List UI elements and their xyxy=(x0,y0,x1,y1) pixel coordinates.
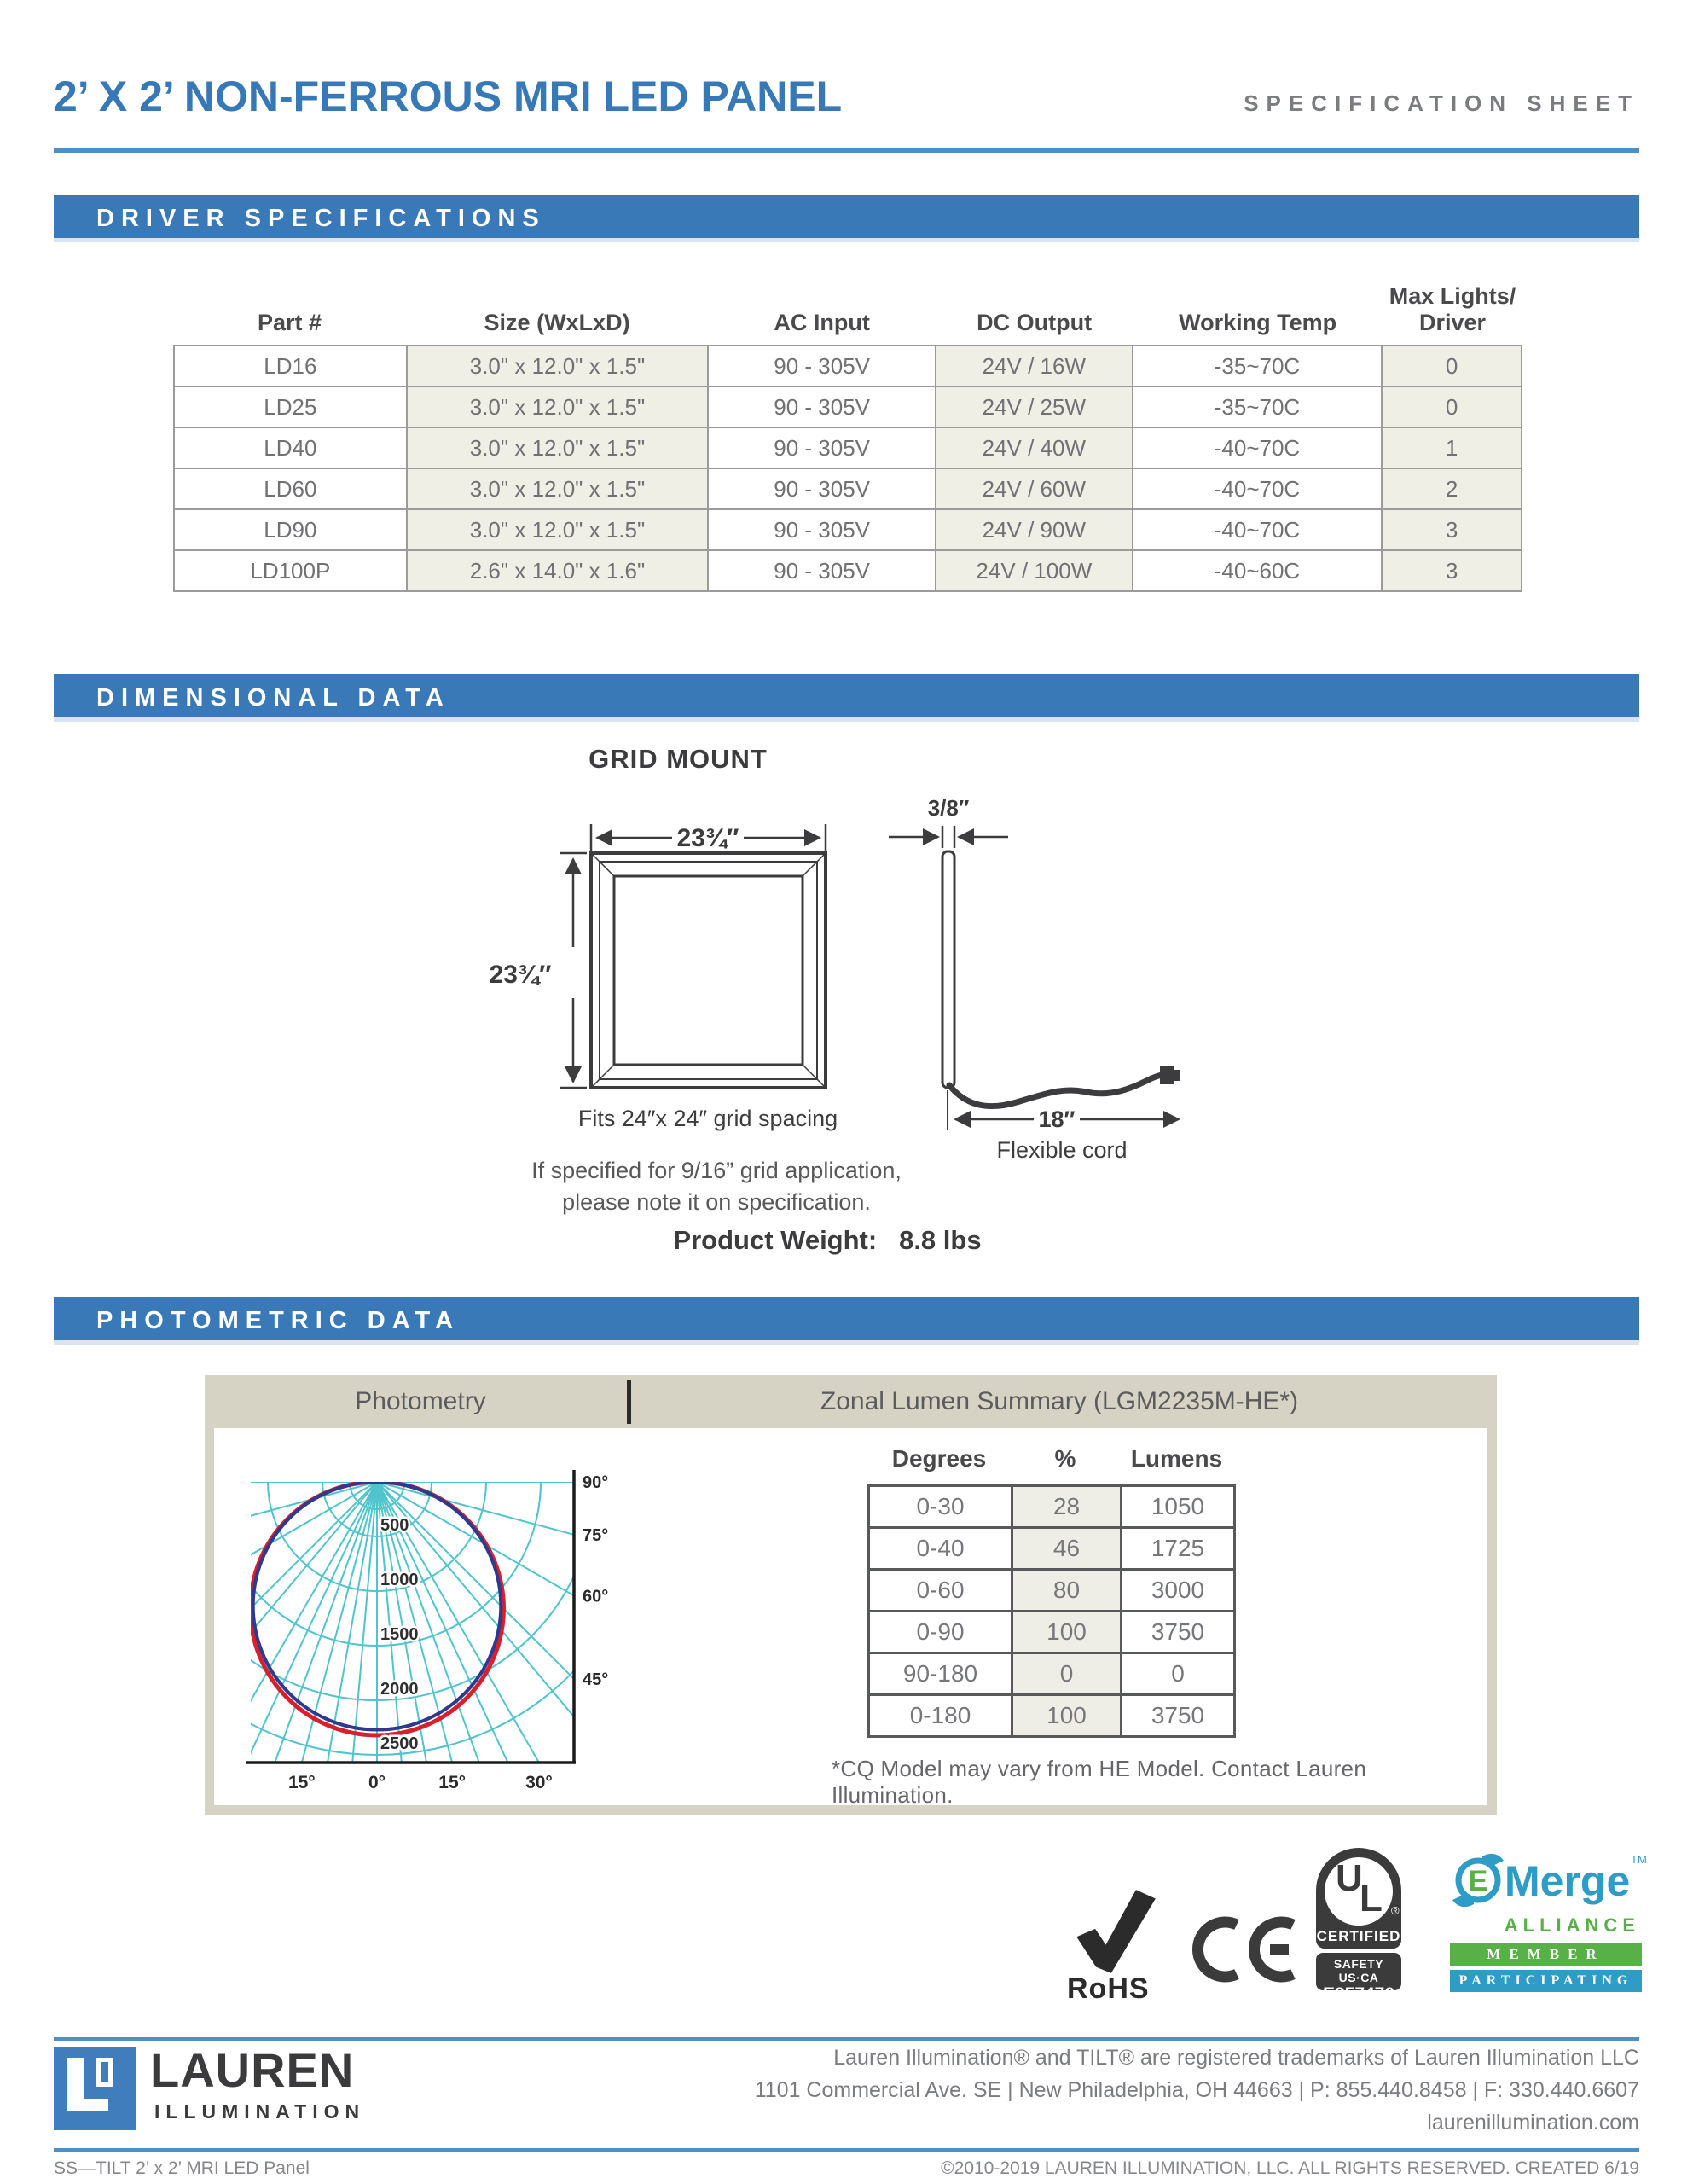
driver-table-cell: 0 xyxy=(1382,386,1522,427)
driver-table-cell: 24V / 60W xyxy=(936,468,1133,509)
flexible-cord-caption: Flexible cord xyxy=(996,1137,1128,1160)
driver-table-cell: 24V / 40W xyxy=(936,427,1133,468)
emerge-letter-e: E xyxy=(1468,1865,1488,1897)
driver-table-cell: -40~70C xyxy=(1133,468,1383,509)
candela-tick-label: 1500 xyxy=(380,1625,419,1644)
section-banner-dimensional-data: DIMENSIONAL DATA xyxy=(54,674,1639,722)
ul-certified-badge xyxy=(1316,1848,1401,2004)
footer-top-rule xyxy=(54,2037,1639,2041)
page-title: 2’ X 2’ NON-FERROUS MRI LED PANEL xyxy=(54,73,843,120)
zonal-table-cell: 46 xyxy=(1012,1528,1122,1570)
document-code: SS—TILT 2’ x 2’ MRI LED Panel xyxy=(54,2158,310,2178)
driver-table-cell: 90 - 305V xyxy=(708,550,936,591)
driver-table-cell: 90 - 305V xyxy=(708,509,936,550)
trademark-mark: TM xyxy=(1631,1853,1647,1866)
angle-axis-label: 15° xyxy=(287,1773,316,1792)
rohs-checkmark-icon xyxy=(1071,1887,1160,1976)
rohs-label: RoHS xyxy=(1067,1972,1150,2005)
driver-column-header: Part # xyxy=(258,310,322,335)
angle-axis-label: 15° xyxy=(438,1773,467,1792)
driver-table-cell: 3.0" x 12.0" x 1.5" xyxy=(407,509,709,550)
website-link[interactable]: laurenillumination.com xyxy=(1427,2111,1639,2135)
section-banner-photometric-data: PHOTOMETRIC DATA xyxy=(54,1297,1639,1345)
driver-table-cell: LD16 xyxy=(174,346,407,386)
note-line-1: If specified for 9/16” grid application, xyxy=(531,1158,902,1183)
driver-table-row xyxy=(174,427,1522,468)
driver-specifications-table xyxy=(173,345,1522,592)
driver-table-row xyxy=(174,346,1522,386)
zonal-table-cell: 1050 xyxy=(1122,1486,1235,1528)
ul-file-number: E357470 xyxy=(1322,1984,1395,2004)
registered-mark: ® xyxy=(1391,1904,1400,1917)
zonal-table-row xyxy=(869,1695,1235,1737)
product-weight-value: 8.8 lbs xyxy=(899,1225,982,1255)
emerge-alliance-label: ALLIANCE xyxy=(1504,1914,1640,1936)
cq-model-footnote: *CQ Model may vary from HE Model. Contact Lauren Illumination. xyxy=(832,1756,1367,1808)
emerge-wordmark: Merge xyxy=(1505,1857,1631,1905)
angle-axis-label: 0° xyxy=(368,1773,386,1792)
thickness-dimension-label: 3/8″ xyxy=(927,795,970,821)
zonal-table-cell: 0-90 xyxy=(869,1612,1012,1653)
address-line: 1101 Commercial Ave. SE | New Philadelphia, OH 44663 | P: 855.440.8458 | F: 330.440.6607 xyxy=(754,2078,1639,2102)
zonal-lumen-header: Zonal Lumen Summary (LGM2235M-HE*) xyxy=(820,1387,1299,1415)
driver-column-header: Working Temp xyxy=(1179,310,1337,335)
zonal-table-row xyxy=(869,1570,1235,1612)
zonal-table-row xyxy=(869,1653,1235,1695)
zonal-table-row xyxy=(869,1612,1235,1653)
polar-grid xyxy=(232,1449,616,1794)
driver-table-cell: 24V / 90W xyxy=(936,509,1133,550)
zonal-column-header: % xyxy=(1054,1445,1076,1472)
ul-letter-l: L xyxy=(1360,1878,1383,1920)
ul-badge-bottom xyxy=(1316,1953,1401,2004)
zonal-table-cell: 28 xyxy=(1012,1486,1122,1528)
driver-table-cell: 24V / 25W xyxy=(936,386,1133,427)
driver-table-cell: LD60 xyxy=(174,468,407,509)
emerge-logo-icon xyxy=(1450,1851,1506,1908)
zonal-lumen-summary-table xyxy=(867,1484,1236,1738)
thickness-dimension xyxy=(889,826,1008,848)
zonal-table-row xyxy=(869,1528,1235,1570)
angle-axis-label: 30° xyxy=(525,1773,553,1792)
zonal-table-cell: 0-30 xyxy=(869,1486,1012,1528)
driver-table-cell: 1 xyxy=(1382,427,1522,468)
emerge-member-bar: MEMBER xyxy=(1450,1943,1642,1966)
product-weight-label: Product Weight: xyxy=(673,1225,878,1255)
ul-badge-top xyxy=(1316,1848,1401,1949)
zonal-table-cell: 0-40 xyxy=(869,1528,1012,1570)
brand-name: LAUREN xyxy=(150,2043,355,2097)
driver-table-cell: 3.0" x 12.0" x 1.5" xyxy=(407,427,709,468)
website-line xyxy=(1427,2111,1639,2135)
driver-table-cell: -35~70C xyxy=(1133,346,1383,386)
zonal-table-cell: 0 xyxy=(1012,1653,1122,1695)
zonal-table-cell: 3750 xyxy=(1122,1695,1235,1737)
driver-table-cell: 3.0" x 12.0" x 1.5" xyxy=(407,346,709,386)
driver-table-cell: 2.6" x 14.0" x 1.6" xyxy=(407,550,709,591)
lauren-logo-icon xyxy=(54,2048,136,2130)
driver-table-cell: -40~70C xyxy=(1133,509,1383,550)
zonal-table-cell: 100 xyxy=(1012,1612,1122,1653)
ul-logo-icon xyxy=(1325,1857,1393,1926)
zonal-table-cell: 3000 xyxy=(1122,1570,1235,1612)
driver-table-cell: -35~70C xyxy=(1133,386,1383,427)
sheet-type-label: SPECIFICATION SHEET xyxy=(1244,90,1639,116)
driver-table-row xyxy=(174,468,1522,509)
driver-table-cell: 24V / 100W xyxy=(936,550,1133,591)
ul-certified-label: CERTIFIED xyxy=(1316,1928,1401,1944)
driver-table-cell: 3 xyxy=(1382,509,1522,550)
angle-axis-label: 75° xyxy=(583,1525,609,1545)
candela-tick-label: 2500 xyxy=(380,1734,419,1753)
photometry-header: Photometry xyxy=(355,1387,486,1415)
candela-tick-label: 1000 xyxy=(380,1571,419,1589)
driver-table-cell: LD100P xyxy=(174,550,407,591)
zonal-table-cell: 1725 xyxy=(1122,1528,1235,1570)
angle-axis-label: 45° xyxy=(583,1670,609,1689)
driver-table-cell: 0 xyxy=(1382,346,1522,386)
driver-table-cell: 3.0" x 12.0" x 1.5" xyxy=(407,468,709,509)
grid-mount-diagram xyxy=(461,785,1254,1160)
driver-table-cell: LD40 xyxy=(174,427,407,468)
emerge-participating-bar: PARTICIPATING xyxy=(1450,1970,1642,1992)
copyright-line: ©2010-2019 LAUREN ILLUMINATION, LLC. ALL RIGHTS RESERVED. CREATED 6/19 xyxy=(941,2158,1639,2178)
emerge-alliance-badge xyxy=(1450,1851,1647,1996)
grid-mount-title: GRID MOUNT xyxy=(588,744,768,774)
driver-table-cell: 3.0" x 12.0" x 1.5" xyxy=(407,386,709,427)
trademark-line: Lauren Illumination® and TILT® are registered trademarks of Lauren Illumination LLC xyxy=(833,2046,1639,2070)
angle-axis-label: 90° xyxy=(583,1473,609,1492)
zonal-table-cell: 0 xyxy=(1122,1653,1235,1695)
zonal-table-cell: 0-180 xyxy=(869,1695,1012,1737)
driver-column-header: AC Input xyxy=(774,310,870,335)
driver-table-cell: 90 - 305V xyxy=(708,468,936,509)
photometric-panel-header xyxy=(214,1375,1487,1428)
driver-table-cell: 90 - 305V xyxy=(708,346,936,386)
ul-letter-u: U xyxy=(1336,1857,1363,1899)
driver-column-header: DC Output xyxy=(977,310,1093,335)
driver-table-cell: -40~60C xyxy=(1133,550,1383,591)
width-dimension-label: 23¾″ xyxy=(676,824,739,852)
zonal-table-cell: 0-60 xyxy=(869,1570,1012,1612)
driver-column-header: Max Lights/ Driver xyxy=(1389,283,1516,335)
photometry-polar-chart xyxy=(232,1449,616,1794)
zonal-table-row xyxy=(869,1486,1235,1528)
driver-table-cell: 90 - 305V xyxy=(708,427,936,468)
product-weight xyxy=(503,1225,1151,1256)
driver-table-cell: LD25 xyxy=(174,386,407,427)
driver-table-row xyxy=(174,550,1522,591)
zonal-table-cell: 80 xyxy=(1012,1570,1122,1612)
panel-front-view-drawing xyxy=(591,853,826,1088)
note-line-2: please note it on specification. xyxy=(562,1189,871,1215)
zonal-table-header-row xyxy=(867,1440,1233,1479)
cord-length-label: 18″ xyxy=(1038,1107,1076,1132)
brand-subtitle: ILLUMINATION xyxy=(154,2100,366,2123)
driver-table-cell: 90 - 305V xyxy=(708,386,936,427)
angle-axis-label: 60° xyxy=(583,1587,609,1606)
driver-table-cell: 3 xyxy=(1382,550,1522,591)
driver-table-cell: -40~70C xyxy=(1133,427,1383,468)
candela-tick-label: 500 xyxy=(380,1516,409,1535)
driver-table-cell: 24V / 16W xyxy=(936,346,1133,386)
height-dimension xyxy=(560,853,587,1088)
flexible-cord-drawing xyxy=(949,1066,1180,1107)
driver-table-cell: LD90 xyxy=(174,509,407,550)
panel-side-view-drawing xyxy=(942,851,954,1088)
ce-mark-icon xyxy=(1186,1911,1296,1988)
zonal-column-header: Lumens xyxy=(1130,1445,1223,1472)
driver-table-cell: 2 xyxy=(1382,468,1522,509)
driver-table-header-row xyxy=(173,266,1522,341)
driver-table-row xyxy=(174,386,1522,427)
driver-column-header: Size (WxLxD) xyxy=(484,310,630,335)
zonal-table-cell: 90-180 xyxy=(869,1653,1012,1695)
fits-grid-caption: Fits 24″x 24″ grid spacing xyxy=(577,1106,838,1131)
footer-bottom-rule xyxy=(54,2148,1639,2152)
ul-safety-label: SAFETY US·CA xyxy=(1333,1957,1384,1984)
zonal-column-header: Degrees xyxy=(891,1445,987,1472)
zonal-table-cell: 100 xyxy=(1012,1695,1122,1737)
height-dimension-label: 23¾″ xyxy=(489,961,552,989)
section-banner-driver-specifications: DRIVER SPECIFICATIONS xyxy=(54,195,1639,242)
zonal-table-cell: 3750 xyxy=(1122,1612,1235,1653)
driver-table-row xyxy=(174,509,1522,550)
candela-tick-label: 2000 xyxy=(380,1680,419,1699)
header-rule xyxy=(54,148,1639,153)
grid-application-note xyxy=(478,1155,955,1218)
